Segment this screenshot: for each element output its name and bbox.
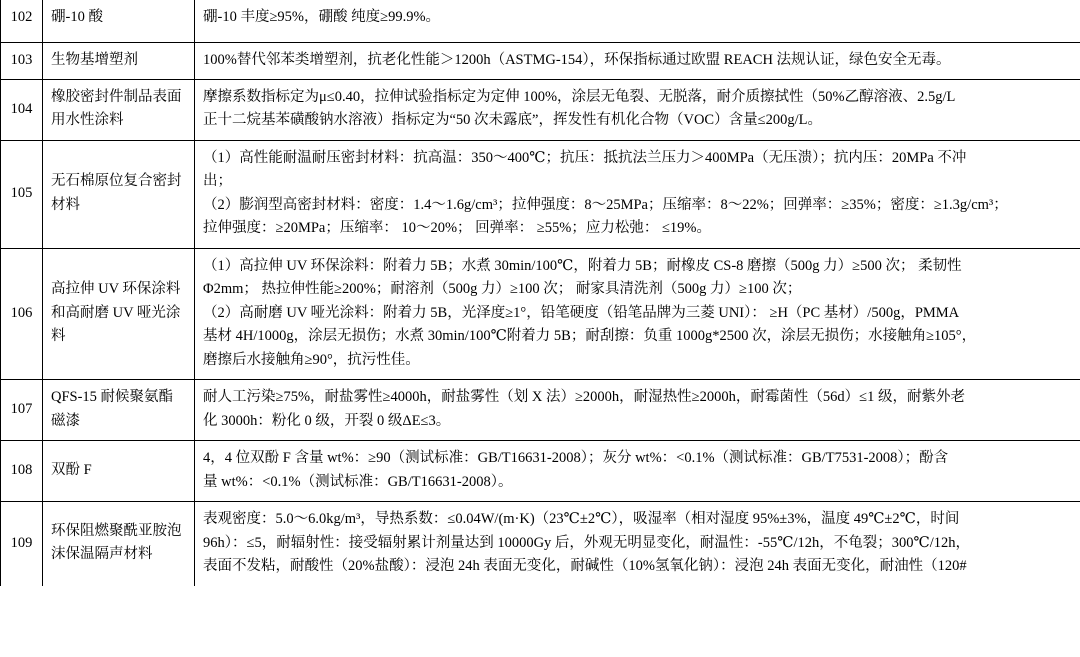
table-row — [1, 0, 1080, 42]
row-material-name — [43, 248, 195, 379]
row-material-name-text: QFS-15 耐候聚氨酯磁漆 — [51, 389, 174, 429]
row-specification — [195, 441, 1080, 502]
row-number: 104 — [1, 79, 43, 140]
spec-line: 硼-10 丰度≥95%，硼酸 纯度≥99.9%。 — [203, 8, 441, 25]
spec-line: （1）高拉伸 UV 环保涂料：附着力 5B；水煮 30min/100℃，附着力 5B；耐橡皮 CS-8 磨擦（500g 力）≥500 次； 柔韧性 — [203, 257, 962, 274]
row-material-name — [43, 380, 195, 441]
row-material-name — [43, 42, 195, 79]
row-specification — [195, 42, 1080, 79]
row-specification — [195, 502, 1080, 586]
spec-line: （2）高耐磨 UV 哑光涂料：附着力 5B，光泽度≥1°，铅笔硬度（铅笔品牌为三菱 UNI）： ≥H（PC 基材）/500g，PMMA — [203, 304, 960, 321]
table-row — [1, 502, 1080, 586]
spec-line: 4，4 位双酚 F 含量 wt%：≥90（测试标准：GB/T16631-2008）；灰分 wt%：<0.1%（测试标准：GB/T7531-2008）；酚含 — [203, 450, 949, 467]
spec-line: 摩擦系数指标定为μ≤0.40，拉伸试验指标定为定伸 100%，涂层无龟裂、无脱落，耐介质擦拭性（50%乙醇溶液、2.5g/L — [203, 88, 956, 105]
spec-line: 100%替代邻苯类增塑剂，抗老化性能＞1200h（ASTMG-154），环保指标通过欧盟 REACH 法规认证，绿色安全无毒。 — [203, 51, 951, 68]
spec-line: 表面不发粘，耐酸性（20%盐酸）：浸泡 24h 表面无变化，耐碱性（10%氢氧化钠）：浸泡 24h 表面无变化，耐油性（120# — [203, 558, 967, 575]
row-specification — [195, 380, 1080, 441]
row-material-name-text: 橡胶密封件制品表面用水性涂料 — [51, 88, 182, 129]
row-number: 103 — [1, 42, 43, 79]
spec-line: 正十二烷基苯磺酸钠水溶液）指标定为“50 次未露底”，挥发性有机化合物（VOC）含量≤200g/L。 — [203, 112, 822, 129]
row-number: 108 — [1, 441, 43, 502]
spec-line: 出； — [203, 173, 232, 190]
spec-line: 量 wt%：<0.1%（测试标准：GB/T16631-2008）。 — [203, 473, 513, 490]
row-material-name — [43, 0, 195, 42]
spec-line: 磨擦后水接触角≥90°，抗污性佳。 — [203, 351, 420, 368]
table-row — [1, 79, 1080, 140]
spec-line: 化 3000h：粉化 0 级，开裂 0 级ΔE≤3。 — [203, 412, 451, 429]
row-material-name — [43, 441, 195, 502]
table-row — [1, 42, 1080, 79]
row-material-name — [43, 502, 195, 586]
row-material-name-text: 无石棉原位复合密封材料 — [51, 173, 182, 213]
spec-line: 耐人工污染≥75%，耐盐雾性≥4000h，耐盐雾性（划 X 法）≥2000h，耐湿热性≥2000h，耐霉菌性（56d）≤1 级，耐紫外老 — [203, 389, 965, 406]
spec-line: （2）膨润型高密封材料：密度：1.4～1.6g/cm³；拉伸强度：8～25MPa；压缩率：8～22%；回弹率：≥35%；密度：≥1.3g/cm³； — [203, 196, 1008, 213]
row-material-name-text: 硼-10 酸 — [51, 8, 103, 25]
row-material-name-text: 高拉伸 UV 环保涂料和高耐磨 UV 哑光涂料 — [51, 281, 181, 345]
row-material-name — [43, 79, 195, 140]
spec-line: 96h）：≤5，耐辐射性：接受辐射累计剂量达到 10000Gy 后，外观无明显变化，耐温性：-55℃/12h，不龟裂；300℃/12h， — [203, 534, 971, 551]
row-material-name-text: 环保阻燃聚酰亚胺泡沫保温隔声材料 — [51, 522, 182, 563]
spec-line: 基材 4H/1000g，涂层无损伤；水煮 30min/100℃附着力 5B；耐刮擦：负重 1000g*2500 次，涂层无损伤；水接触角≥105°， — [203, 328, 977, 345]
row-number: 107 — [1, 380, 43, 441]
table-row — [1, 248, 1080, 379]
row-number: 102 — [1, 0, 43, 42]
row-number: 109 — [1, 502, 43, 586]
spec-line: 表观密度：5.0～6.0kg/m³，导热系数：≤0.04W/(m·K)（23℃±2℃），吸湿率（相对湿度 95%±3%，温度 49℃±2℃，时间 — [203, 511, 960, 528]
row-number: 105 — [1, 140, 43, 248]
row-material-name-text: 双酚 F — [51, 462, 92, 479]
row-specification — [195, 79, 1080, 140]
row-material-name-text: 生物基增塑剂 — [51, 51, 138, 68]
table-row — [1, 380, 1080, 441]
table-row — [1, 140, 1080, 248]
row-number: 106 — [1, 248, 43, 379]
spec-line: （1）高性能耐温耐压密封材料：抗高温：350～400℃；抗压：抵抗法兰压力＞400MPa（无压溃）；抗内压：20MPa 不冲 — [203, 149, 967, 166]
row-specification — [195, 140, 1080, 248]
table-row — [1, 441, 1080, 502]
row-specification — [195, 0, 1080, 42]
row-material-name — [43, 140, 195, 248]
table-body — [1, 0, 1080, 586]
row-specification — [195, 248, 1080, 379]
spec-line: 拉伸强度：≥20MPa；压缩率： 10～20%； 回弹率： ≥55%；应力松弛： ≤19%。 — [203, 220, 712, 237]
spec-line: Φ2mm； 热拉伸性能≥200%；耐溶剂（500g 力）≥100 次； 耐家具清洗剂（500g 力）≥100 次； — [203, 281, 802, 298]
